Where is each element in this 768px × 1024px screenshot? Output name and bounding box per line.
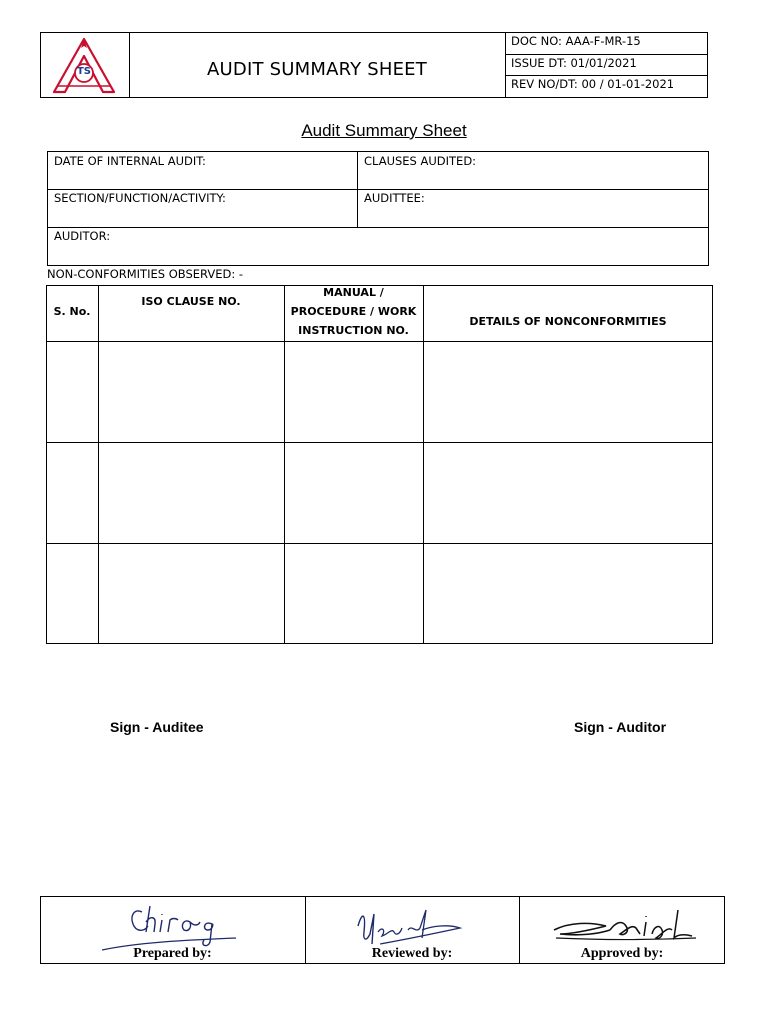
- table-row[interactable]: [47, 443, 712, 543]
- approved-by-signature: [550, 904, 700, 948]
- info-row-divider-1: [47, 189, 709, 190]
- table-row[interactable]: [47, 342, 712, 442]
- header-title: AUDIT SUMMARY SHEET: [207, 59, 427, 80]
- logo-text: TS: [76, 66, 92, 77]
- info-col-divider: [357, 151, 358, 227]
- issue-date: ISSUE DT: 01/01/2021: [511, 56, 637, 70]
- nonconformities-label: NON-CONFORMITIES OBSERVED: -: [47, 267, 244, 281]
- date-of-internal-audit-label: DATE OF INTERNAL AUDIT:: [54, 154, 206, 168]
- manual-header-line-3: INSTRUCTION NO.: [298, 324, 409, 337]
- company-logo: [48, 36, 120, 94]
- column-header-manual-procedure: [284, 283, 423, 340]
- reviewed-by-label: Reviewed by:: [371, 946, 453, 961]
- column-header-details: DETAILS OF NONCONFORMITIES: [469, 315, 667, 328]
- header-divider-meta: [505, 32, 506, 98]
- sign-auditor-label: Sign - Auditor: [574, 719, 667, 735]
- doc-number: DOC NO: AAA-F-MR-15: [511, 34, 641, 48]
- approved-by-label: Approved by:: [580, 946, 664, 961]
- clauses-audited-label: CLAUSES AUDITED:: [364, 154, 477, 168]
- auditor-label: AUDITOR:: [54, 229, 111, 243]
- sign-auditee-label: Sign - Auditee: [110, 719, 204, 735]
- document-title: Audit Summary Sheet: [301, 121, 467, 140]
- manual-header-line-1: MANUAL /: [323, 286, 384, 299]
- info-row-divider-2: [47, 227, 709, 228]
- header-meta-divider-2: [505, 75, 708, 76]
- logo-triangle-icon: [48, 36, 120, 94]
- auditee-label: AUDITTEE:: [364, 191, 425, 205]
- prepared-by-label: Prepared by:: [133, 946, 212, 961]
- revision-number: REV NO/DT: 00 / 01-01-2021: [511, 77, 675, 91]
- table-row[interactable]: [47, 544, 712, 643]
- manual-header-line-2: PROCEDURE / WORK: [290, 305, 417, 318]
- column-header-s-no: S. No.: [53, 305, 91, 318]
- reviewed-by-signature: [352, 904, 464, 950]
- audit-info-table: [47, 151, 709, 266]
- section-function-activity-label: SECTION/FUNCTION/ACTIVITY:: [54, 191, 226, 205]
- header-meta-divider-1: [505, 54, 708, 55]
- column-header-iso-clause: ISO CLAUSE NO.: [141, 295, 241, 308]
